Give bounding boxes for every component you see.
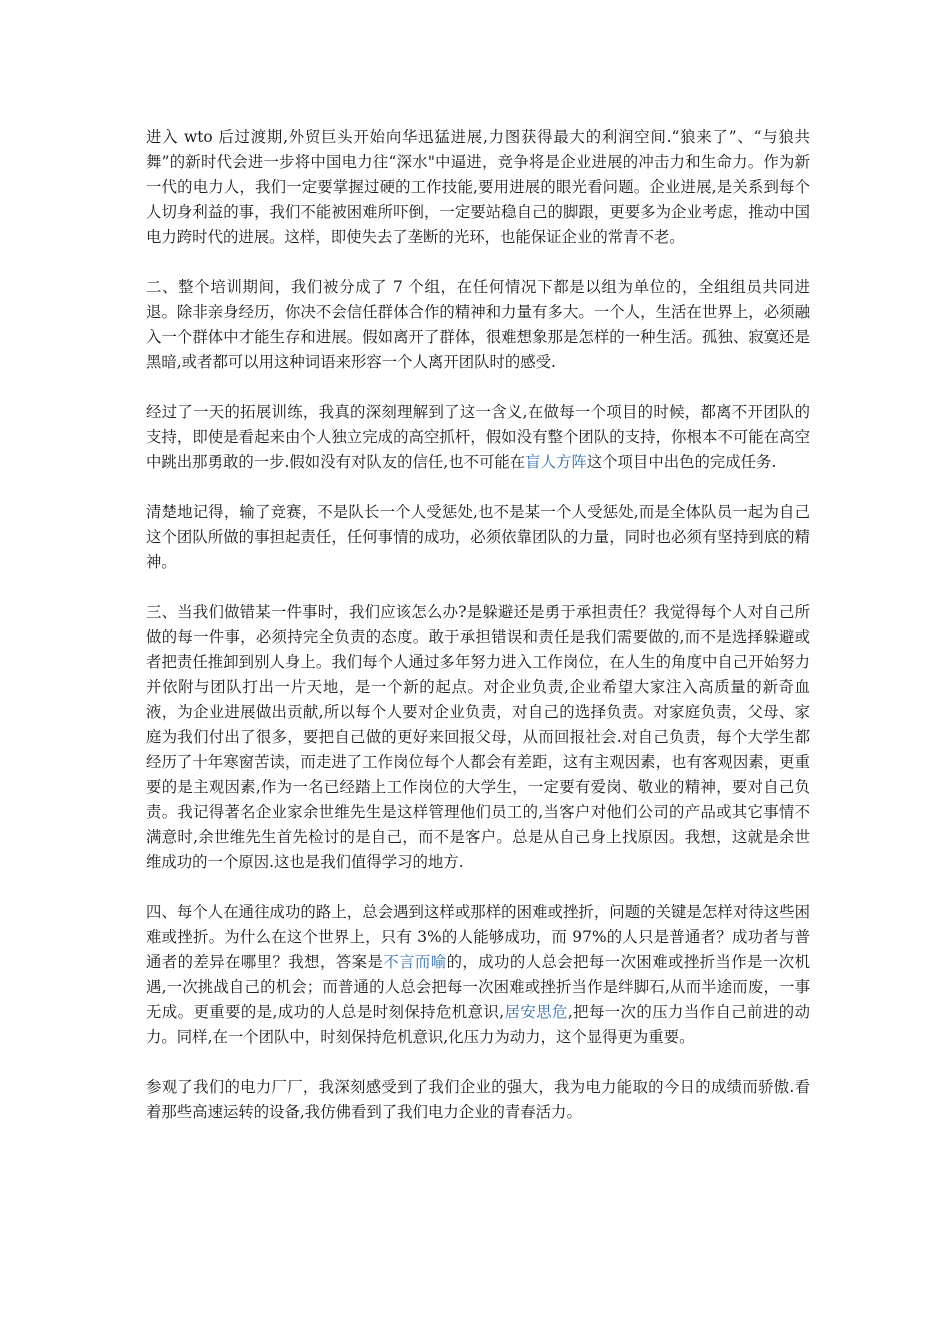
paragraph-text: 的，成功的人总会把每一次困难或挫折当作是一次机遇,一次挑战自己的机会；而普通的人总会把每一次困难或挫折当作是绊脚石,从而半途而废，一事无成。更重要的是,成功的人总是时刻保持危机意识, — [146, 953, 810, 1021]
paragraph-text: ,把每一次的压力当作自己前进的动力。同样,在一个团队中，时刻保持危机意识,化压力为动力，这个显得更为重要。 — [146, 1003, 810, 1046]
paragraph-wto-competition — [146, 125, 810, 250]
paragraph-text: 这个项目中出色的完成任务. — [586, 453, 777, 471]
paragraph-text: 二、整个培训期间，我们被分成了 7 个组，在任何情况下都是以组为单位的，全组组员共同进退。除非亲身经历，你决不会信任群体合作的精神和力量有多大。一个人，生活在世界上，必须融入一个群体中才能生存和进展。假如离开了群体，很难想象那是怎样的一种生活。孤独、寂寞还是黑暗,或者都可以用这种词语来形容一个人离开团队时的感受. — [146, 278, 810, 371]
paragraph-responsibility — [146, 600, 810, 875]
paragraph-competition-loss — [146, 500, 810, 575]
document-page — [146, 125, 810, 1150]
paragraph-text: 清楚地记得，输了竞赛，不是队长一个人受惩处,也不是某一个人受惩处,而是全体队员一起为自己这个团队所做的事担起责任，任何事情的成功，必须依靠团队的力量，同时也必须有坚持到底的精神。 — [146, 503, 810, 571]
paragraph-text: 经过了一天的拓展训练，我真的深刻理解到了这一含义,在做每一个项目的时候，都离不开团队的支持，即使是看起来由个人独立完成的高空抓杆，假如没有整个团队的支持，你根本不可能在高空中跳出那勇敢的一步.假如没有对队友的信任,也不可能在 — [146, 403, 810, 471]
paragraph-text: 三、当我们做错某一件事时，我们应该怎么办?是躲避还是勇于承担责任？我觉得每个人对自己所做的每一件事，必须持完全负责的态度。敢于承担错误和责任是我们需要做的,而不是选择躲避或者把责任推卸到别人身上。我们每个人通过多年努力进入工作岗位，在人生的角度中自己开始努力并依附与团队打出一片天地，是一个新的起点。对企业负责,企业希望大家注入高质量的新奇血液，为企业进展做出贡献,所以每个人要对企业负责，对自己的选择负责。对家庭负责，父母、家庭为我们付出了很多，要把自己做的更好来回报父母，从而回报社会.对自己负责，每个大学生都经历了十年寒窗苦读，而走进了工作岗位每个人都会有差距，这有主观因素，也有客观因素，更重要的是主观因素,作为一名已经踏上工作岗位的大学生，一定要有爱岗、敬业的精神，要对自己负责。我记得著名企业家余世维先生是这样管理他们员工的,当客户对他们公司的产品或其它事情不满意时,余世维先生首先检讨的是自己，而不是客户。总是从自己身上找原因。我想，这就是余世维成功的一个原因.这也是我们值得学习的地方. — [146, 603, 810, 871]
paragraph-text: 参观了我们的电力厂厂，我深刻感受到了我们企业的强大，我为电力能取的今日的成绩而骄傲.看着那些高速运转的设备,我仿佛看到了我们电力企业的青春活力。 — [146, 1078, 810, 1121]
paragraph-power-plant-visit — [146, 1075, 810, 1125]
paragraph-text: 四、每个人在通往成功的路上，总会遇到这样或那样的困难或挫折，问题的关键是怎样对待这些困难或挫折。为什么在这个世界上，只有 3%的人能够成功，而 97%的人只是普通者？成功者与普通者的差异在哪里？我想，答案是 — [146, 903, 810, 971]
link-prepare-for-danger[interactable]: 居安思危 — [504, 1003, 568, 1021]
paragraph-outdoor-training — [146, 400, 810, 475]
link-self-evident[interactable]: 不言而喻 — [383, 953, 447, 971]
paragraph-text: 进入 wto 后过渡期,外贸巨头开始向华迅猛进展,力图获得最大的利润空间.“狼来了”、“与狼共舞”的新时代会进一步将中国电力往“深水"中逼进，竞争将是企业进展的冲击力和生命力。作为新一代的电力人，我们一定要掌握过硬的工作技能,要用进展的眼光看问题。企业进展,是关系到每个人切身利益的事，我们不能被困难所吓倒，一定要站稳自己的脚跟，更要多为企业考虑，推动中国电力跨时代的进展。这样，即使失去了垄断的光环，也能保证企业的常青不老。 — [146, 128, 810, 246]
paragraph-success-difficulties — [146, 900, 810, 1050]
link-blind-square[interactable]: 盲人方阵 — [525, 453, 587, 471]
paragraph-team-groups — [146, 275, 810, 375]
